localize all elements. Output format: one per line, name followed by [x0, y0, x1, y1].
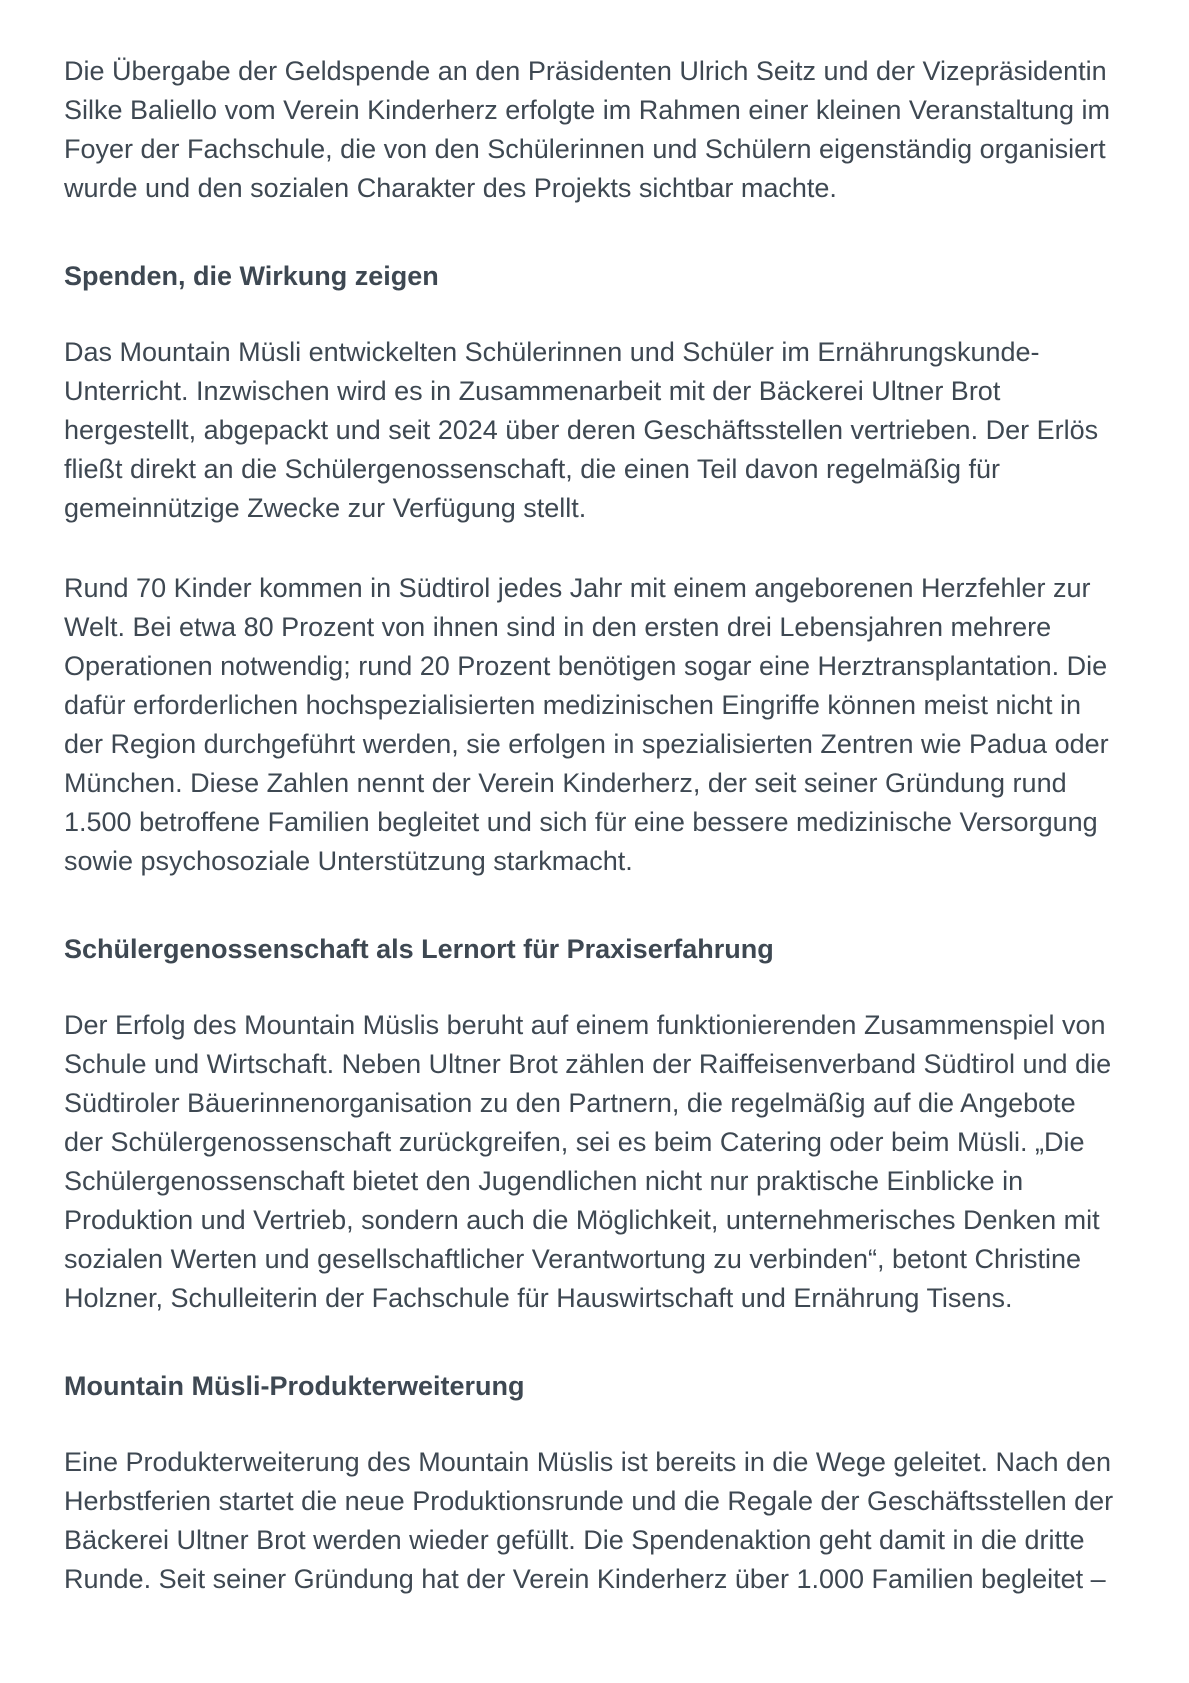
section-heading: Spenden, die Wirkung zeigen [64, 261, 439, 291]
article-paragraph: Das Mountain Müsli entwickelten Schülerinnen und Schüler im Ernährungskunde-Unterricht. Inzwischen wird es in Zusammenarbeit mit der Bäckerei Ultner Brot hergestellt, abgepackt und seit 2024 über deren Geschäftsstellen vertrieben. Der Erlös fließt direkt an die Schülergenossenschaft, die einen Teil davon regelmäßig für gemeinnützige Zwecke zur Verfügung stellt. [64, 337, 1099, 523]
article-paragraph: Rund 70 Kinder kommen in Südtirol jedes Jahr mit einem angeborenen Herzfehler zur Welt. Bei etwa 80 Prozent von ihnen sind in den ersten drei Lebensjahren mehrere Operationen notwendig; rund 20 Prozent benötigen sogar eine Herztransplantation. Die dafür erforderlichen hochspezialisierten medizinischen Eingriffe können meist nicht in der Region durchgeführt werden, sie erfolgen in spezialisierten Zentren wie Padua oder München. Diese Zahlen nennt der Verein Kinderherz, der seit seiner Gründung rund 1.500 betroffene Familien begleitet und sich für eine bessere medizinische Versorgung sowie psychosoziale Unterstützung starkmacht. [64, 573, 1109, 876]
article-body [64, 52, 1118, 1599]
article-paragraph: Die Übergabe der Geldspende an den Präsidenten Ulrich Seitz und der Vizepräsidentin Silke Baliello vom Verein Kinderherz erfolgte im Rahmen einer kleinen Veranstaltung im Foyer der Fachschule, die von den Schülerinnen und Schülern eigenständig organisiert wurde und den sozialen Charakter des Projekts sichtbar machte. [64, 56, 1111, 203]
article-paragraph: Eine Produkterweiterung des Mountain Müslis ist bereits in die Wege geleitet. Nach den Herbstferien startet die neue Produktionsrunde und die Regale der Geschäftsstellen der Bäckerei Ultner Brot werden wieder gefüllt. Die Spendenaktion geht damit in die dritte Runde. Seit seiner Gründung hat der Verein Kinderherz über 1.000 Familien begleitet – [64, 1447, 1114, 1594]
section-heading: Mountain Müsli-Produkterweiterung [64, 1371, 525, 1401]
section-heading: Schülergenossenschaft als Lernort für Praxiserfahrung [64, 934, 774, 964]
article-paragraph: Der Erfolg des Mountain Müslis beruht auf einem funktionierenden Zusammenspiel von Schule und Wirtschaft. Neben Ultner Brot zählen der Raiffeisenverband Südtirol und die Südtiroler Bäuerinnenorganisation zu den Partnern, die regelmäßig auf die Angebote der Schülergenossenschaft zurückgreifen, sei es beim Catering oder beim Müsli. „Die Schülergenossenschaft bietet den Jugendlichen nicht nur praktische Einblicke in Produktion und Vertrieb, sondern auch die Möglichkeit, unternehmerisches Denken mit sozialen Werten und gesellschaftlicher Verantwortung zu verbinden“, betont Christine Holzner, Schulleiterin der Fachschule für Hauswirtschaft und Ernährung Tisens. [64, 1010, 1112, 1313]
